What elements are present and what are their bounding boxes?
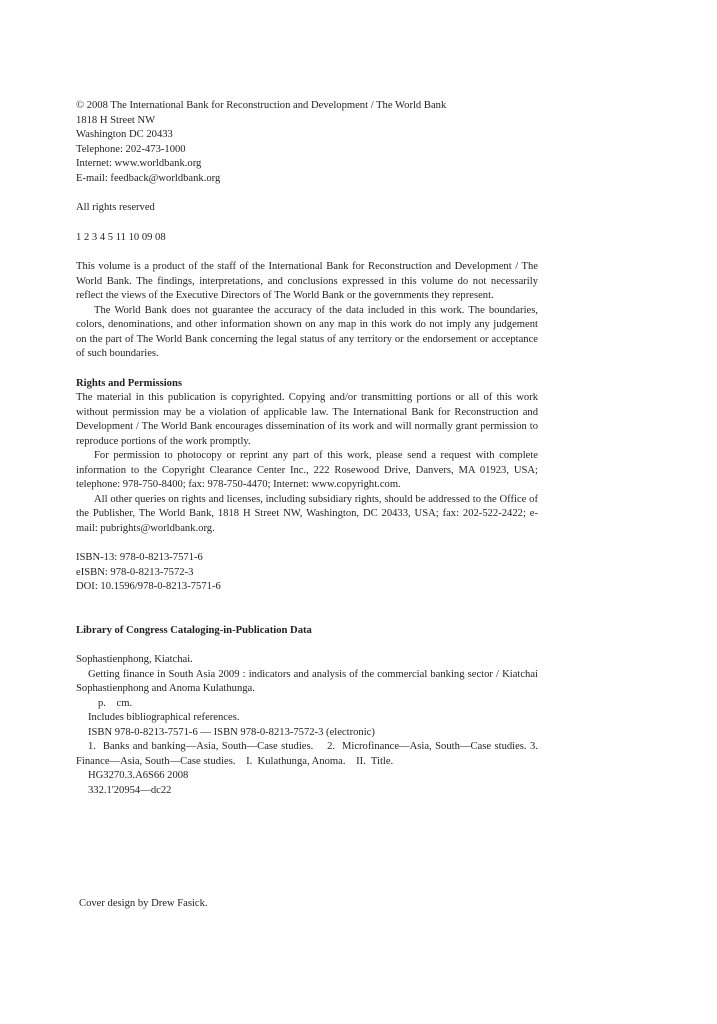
contact-block [76,99,538,186]
rights-paragraph-2: For permission to photocopy or reprint any part of this work, please send a request with complete information to the Copyright Clearance Center Inc., 222 Rosewood Drive, Danvers, MA 01923, USA; telephone: 978-750-8400; fax: 978-750-4470; Internet: www.copyright.com. [76,450,538,490]
cip-pages: p. cm. [98,697,133,709]
rights-heading: Rights and Permissions [76,377,182,389]
cip-subjects: 1. Banks and banking—Asia, South—Case studies. 2. Microfinance—Asia, South—Case studies. 3. Finance—Asia, South—Case studies. I. Kulathunga, Anoma. II. Title. [76,741,544,767]
city-address: Washington DC 20433 [76,129,173,140]
street-address: 1818 H Street NW [76,114,156,126]
email: E-mail: feedback@worldbank.org [76,172,221,184]
cip-biblio: Includes bibliographical references. [88,712,240,723]
copyright-page [76,99,544,798]
cover-credit: Cover design by Drew Fasick. [79,898,208,909]
rights-block [76,377,538,537]
doi: DOI: 10.1596/978-0-8213-7571-6 [76,581,221,592]
internet: Internet: www.worldbank.org [76,158,202,169]
cip-isbn: ISBN 978-0-8213-7571-6 — ISBN 978-0-8213-7572-3 (electronic) [88,726,375,738]
eisbn: eISBN: 978-0-8213-7572-3 [76,566,194,578]
telephone: Telephone: 202-473-1000 [76,143,186,155]
cip-heading: Library of Congress Cataloging-in-Publication Data [76,624,312,636]
disclaimer-block [76,260,538,362]
disclaimer-paragraph-1: This volume is a product of the staff of the International Bank for Reconstruction and Development / The World Bank. The findings, interpretations, and conclusions expressed in this volume do not necessarily reflect the views of the Executive Directors of The World Bank or the governments they represent. [76,261,538,301]
cip-title: Getting finance in South Asia 2009 : indicators and analysis of the commercial banking sector / Kiatchai Sophastienphong and Anoma Kulathunga. [76,668,538,694]
rights-reserved: All rights reserved [76,202,155,213]
printing-line: 1 2 3 4 5 11 10 09 08 [76,231,166,243]
cip-lc-class: HG3270.3.A6S66 2008 [88,770,189,781]
rights-paragraph-3: All other queries on rights and licenses, including subsidiary rights, should be addressed to the Office of the Publisher, The World Bank, 1818 H Street NW, Washington, DC 20433, USA; fax: 202-522-2422; e-mail: pubrights@worldbank.org. [76,493,538,534]
cip-author: Sophastienphong, Kiatchai. [76,654,193,665]
cip-block [76,653,544,798]
identifiers-block [76,551,538,595]
rights-paragraph-1: The material in this publication is copyrighted. Copying and/or transmitting portions or all of this work without permission may be a violation of applicable law. The International Bank for Reconstruction and Development / The World Bank encourages dissemination of its work and will normally grant permission to reproduce portions of the work promptly. [76,392,538,447]
isbn13: ISBN-13: 978-0-8213-7571-6 [76,552,203,563]
copyright-line: © 2008 The International Bank for Reconstruction and Development / The World Bank [76,100,447,111]
spacer [76,595,538,624]
disclaimer-paragraph-2: The World Bank does not guarantee the accuracy of the data included in this work. The boundaries, colors, denominations, and other information shown on any map in this work do not imply any judgement on the part of The World Bank concerning the legal status of any territory or the endorsement or acceptance of such boundaries. [76,304,538,359]
cip-dewey: 332.1'20954—dc22 [88,784,172,796]
